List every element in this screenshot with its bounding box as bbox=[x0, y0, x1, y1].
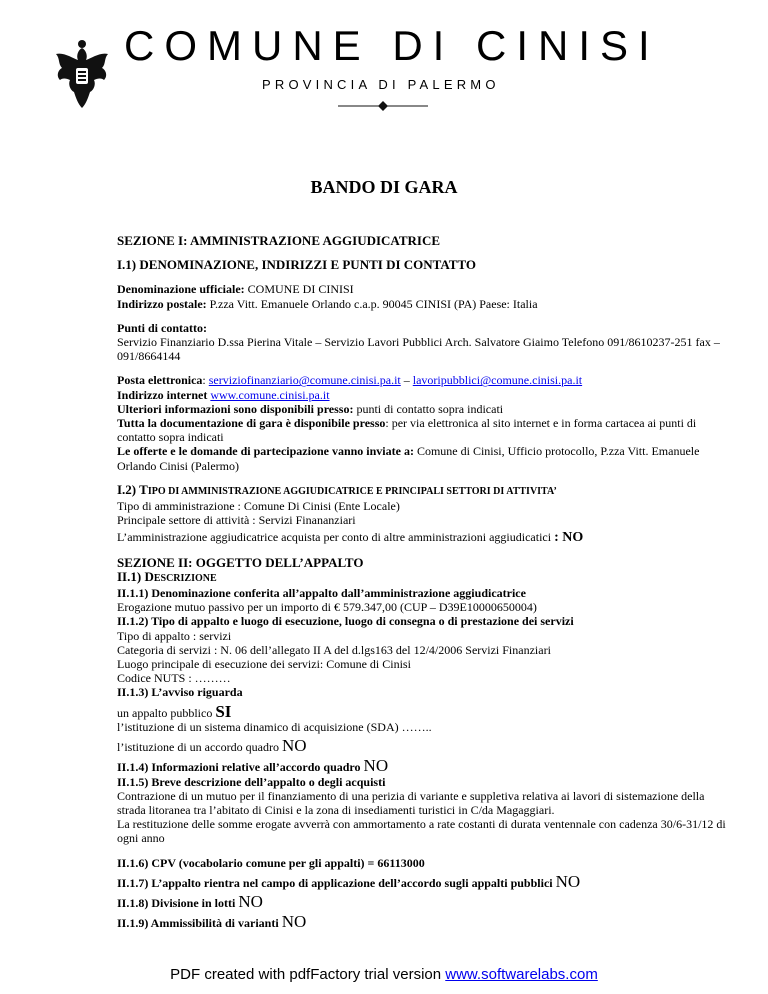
section-2-1-5-heading: II.1.5) Breve descrizione dell’appalto o degli acquisti bbox=[117, 774, 386, 789]
appalto-pubblico-line: un appalto pubblico SI bbox=[117, 701, 232, 721]
section-2-1-heading: II.1) DESCRIZIONE bbox=[117, 568, 217, 584]
section-2-1-8-line: II.1.8) Divisione in lotti NO bbox=[117, 891, 263, 911]
section-2-1-7-line: II.1.7) L’appalto rientra nel campo di applicazione dell’accordo sugli appalti pubblici NO bbox=[117, 871, 581, 891]
documentazione-line: Tutta la documentazione di gara è disponibile presso: per via elettronica al sito internet e in forma cartacea ai punti di contatto sopra indicati bbox=[117, 416, 697, 445]
section-2-1-5-text-2: La restituzione delle somme erogate avverrà con ammortamento a rate costanti di durata ventennale con cadenza 30/6-31/12 di ogni anno bbox=[117, 817, 726, 846]
section-2-1-2-heading: II.1.2) Tipo di appalto e luogo di esecuzione, luogo di consegna o di prestazione dei servizi bbox=[117, 614, 574, 629]
section-2-1-4-line: II.1.4) Informazioni relative all’accordo quadro NO bbox=[117, 756, 389, 776]
section-2-1-1-text: Erogazione mutuo passivo per un importo di € 579.347,00 (CUP – D39E10000650004) bbox=[117, 600, 537, 615]
posta-elettronica-line: Posta elettronica: serviziofinanziario@comune.cinisi.pa.it – lavoripubblici@comune.cinisi.pa.it bbox=[117, 373, 583, 388]
website-link[interactable]: www.comune.cinisi.pa.it bbox=[210, 387, 330, 402]
punti-contatto-value: Servizio Finanziario D.ssa Pierina Vitale – Servizio Lavori Pubblici Arch. Salvatore Giaimo Telefono 091/8610237-251 fax – 091/8664144 bbox=[117, 335, 720, 364]
eagle-crest-icon bbox=[48, 38, 116, 110]
section-1-heading: SEZIONE I: AMMINISTRAZIONE AGGIUDICATRICE bbox=[117, 233, 441, 248]
punti-contatto-label: Punti di contatto: bbox=[117, 320, 207, 335]
section-2-1-1-heading: II.1.1) Denominazione conferita all’appalto dall’amministrazione aggiudicatrice bbox=[117, 586, 526, 601]
section-1-2-heading: I.2) TIPO DI AMMINISTRAZIONE AGGIUDICATRICE E PRINCIPALI SETTORI DI ATTIVITA’ bbox=[117, 481, 557, 497]
tipo-amministrazione: Tipo di amministrazione : Comune Di Cinisi (Ente Locale) bbox=[117, 499, 400, 514]
accordo-quadro-line: l’istituzione di un accordo quadro NO bbox=[117, 736, 307, 756]
email-link-lavori[interactable]: lavoripubblici@comune.cinisi.pa.it bbox=[412, 373, 583, 388]
province-name: PROVINCIA DI PALERMO bbox=[262, 77, 500, 92]
section-2-1-6-line: II.1.6) CPV (vocabolario comune per gli appalti) = 66113000 bbox=[117, 855, 425, 870]
denominazione-line: Denominazione ufficiale: COMUNE DI CINISI bbox=[117, 282, 354, 297]
section-2-1-5-text-1: Contrazione di un mutuo per il finanziamento di una perizia di variante e suppletiva relativa ai lavori di sistemazione della strada litoranea tra l’abitato di Cinisi e la zona di insediamenti turistici in C/da Magaggiari. bbox=[117, 788, 705, 817]
ulteriori-line: Ulteriori informazioni sono disponibili presso: punti di contatto sopra indicati bbox=[117, 401, 504, 416]
section-1-1-heading: I.1) DENOMINAZIONE, INDIRIZZI E PUNTI DI CONTATTO bbox=[117, 257, 476, 273]
luogo-esecuzione: Luogo principale di esecuzione dei servizi: Comune di Cinisi bbox=[117, 657, 411, 672]
email-link-finanziario[interactable]: serviziofinanziario@comune.cinisi.pa.it bbox=[208, 373, 401, 388]
internet-line: Indirizzo internet www.comune.cinisi.pa.it bbox=[117, 387, 330, 402]
sda-line: l’istituzione di un sistema dinamico di acquisizione (SDA) …….. bbox=[117, 719, 432, 734]
acquista-line: L’amministrazione aggiudicatrice acquista per conto di altre amministrazioni aggiudicatici : NO bbox=[117, 530, 584, 546]
categoria-servizi: Categoria di servizi : N. 06 dell’allegato II A del d.lgs163 del 12/4/2006 Servizi Finanziari bbox=[117, 642, 551, 657]
softwarelabs-link[interactable]: www.softwarelabs.com bbox=[445, 966, 598, 983]
letterhead bbox=[0, 0, 768, 130]
pdf-footer: PDF created with pdfFactory trial version www.softwarelabs.com bbox=[170, 966, 598, 983]
section-2-1-9-line: II.1.9) Ammissibilità di varianti NO bbox=[117, 912, 307, 932]
town-name: COMUNE DI CINISI bbox=[124, 22, 660, 69]
tipo-appalto: Tipo di appalto : servizi bbox=[117, 628, 232, 643]
document-body bbox=[117, 234, 727, 930]
section-2-1-3-heading: II.1.3) L’avviso riguarda bbox=[117, 685, 243, 700]
offerte-line: Le offerte e le domande di partecipazione vanno inviate a: Comune di Cinisi, Ufficio protocollo, P.zza Vitt. Emanuele Orlando Cinisi (Palermo) bbox=[117, 444, 700, 473]
divider-ornament bbox=[338, 100, 428, 112]
indirizzo-line: Indirizzo postale: P.zza Vitt. Emanuele Orlando c.a.p. 90045 CINISI (PA) Paese: Italia bbox=[117, 296, 538, 311]
document-title: BANDO DI GARA bbox=[310, 177, 458, 197]
settore-attivita: Principale settore di attività : Servizi Finananziari bbox=[117, 513, 356, 528]
codice-nuts: Codice NUTS : ……… bbox=[117, 671, 231, 686]
section-2-heading: SEZIONE II: OGGETTO DELL’APPALTO bbox=[117, 554, 364, 570]
